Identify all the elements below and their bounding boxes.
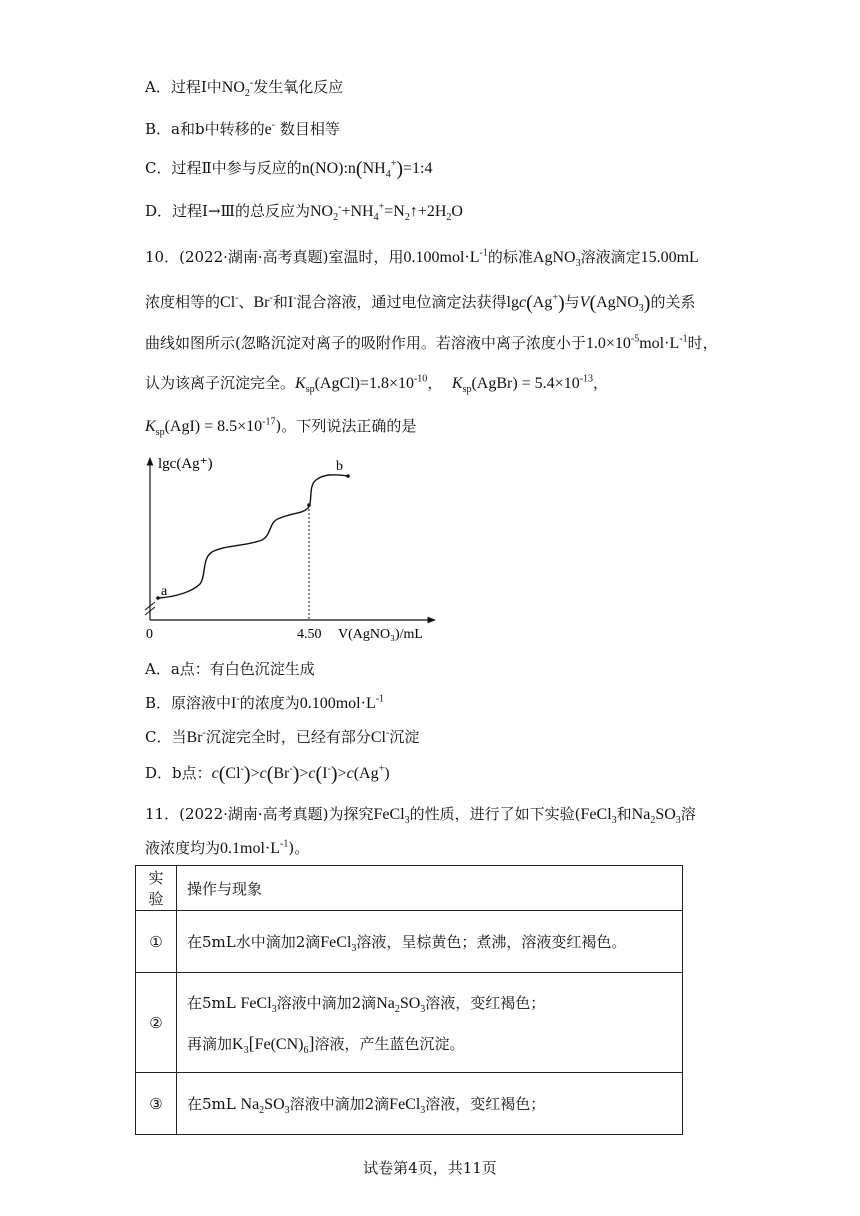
point-b-marker <box>346 474 350 478</box>
table-row <box>136 911 683 973</box>
experiment-table <box>135 865 683 1135</box>
header-experiment: 实验 <box>136 866 177 911</box>
point-label-b: b <box>336 459 343 474</box>
point-a-marker <box>156 596 160 600</box>
q10-stem-line-5: $K_{sp}(AgI) = 8.5\times 10^{-17}$)。下列说法正确的是 <box>145 416 417 439</box>
x-tick-0: 0 <box>146 627 153 642</box>
experiment-description: 在5mL $Na_2SO_3$溶液中滴加2滴FeCl$_3$溶液，变红褐色； <box>177 1073 683 1135</box>
q10-stem-line-3: 曲线如图所示(忽略沉淀对离子的吸附作用。若溶液中离子浓度小于$1.0\times 10^{-5}mol\cdot L^{-1}$时， <box>145 333 718 352</box>
q9-option-a: A．过程Ⅰ中$NO_2^-$发生氧化反应 <box>145 77 344 100</box>
page-footer: 试卷第4页，共11页 <box>363 1159 497 1177</box>
titration-curve-chart <box>130 452 450 652</box>
q10-option-b: B．原溶液中I-的浓度为$0.100mol\cdot L^{-1}$ <box>145 693 385 712</box>
experiment-id: ② <box>136 973 177 1073</box>
experiment-description: 在5mL水中滴加2滴FeCl$_3$溶液，呈棕黄色；煮沸，溶液变红褐色。 <box>177 911 683 973</box>
x-axis-label: V(AgNO₃)/mL <box>338 627 423 642</box>
q10-option-c: C．当Br-沉淀完全时，已经有部分Cl-沉淀 <box>145 727 420 746</box>
header-operation: 操作与现象 <box>177 866 683 911</box>
experiment-description: 在5mL FeCl$_3$溶液中滴加2滴$Na_2SO_3$溶液，变红褐色； 再滴加$K_3[Fe(CN)_6]$溶液，产生蓝色沉淀。 <box>177 973 683 1073</box>
titration-curve-line <box>158 475 348 598</box>
point-label-a: a <box>161 584 168 599</box>
table-row <box>136 1073 683 1135</box>
table-header-row <box>136 866 683 911</box>
q10-stem-line-4: 认为该离子沉淀完全。$K_{sp}(AgCl)=1.8\times 10^{-10}$， $K_{sp}(AgBr) = 5.4\times 10^{-13}$， <box>145 373 609 396</box>
q10-stem-line-1: 10．(2022·湖南·高考真题)室温时，用$0.100mol\cdot L^{-1}$的标准AgNO$_3$溶液滴定15.00mL <box>145 247 699 270</box>
q9-option-b: B．a和b中转移的e- 数目相等 <box>145 119 340 138</box>
y-axis-label: lgc(Ag⁺) <box>158 456 213 472</box>
q11-stem-line-2: 液浓度均为$0.1mol\cdot L^{-1}$)。 <box>145 838 310 857</box>
q9-option-c: C．过程Ⅱ中参与反应的$n(NO):n(NH_4^+)=1:4$ <box>145 158 433 181</box>
q10-stem-line-2: 浓度相等的Cl-、Br-和I-混合溶液，通过电位滴定法获得lgc(Ag+)与V(AgNO$_3$)的关系 <box>145 292 696 315</box>
q11-stem-line-1: 11．(2022·湖南·高考真题)为探究FeCl$_3$的性质，进行了如下实验(FeCl$_3$和$Na_2SO_3$溶 <box>145 805 696 827</box>
experiment-id: ① <box>136 911 177 973</box>
experiment-id: ③ <box>136 1073 177 1135</box>
q10-option-d: D．b点：c(Cl-)>c(Br-)>c(I-)>c(Ag+) <box>145 763 390 785</box>
equivalence-point <box>307 503 311 507</box>
table-row <box>136 973 683 1073</box>
q10-option-a: A．a点：有白色沉淀生成 <box>145 660 315 678</box>
q9-option-d: D．过程Ⅰ→Ⅲ的总反应为$NO_2^-+NH_4^+=N_2↑+2H_2O$ <box>145 201 463 224</box>
x-tick-450: 4.50 <box>297 627 322 642</box>
